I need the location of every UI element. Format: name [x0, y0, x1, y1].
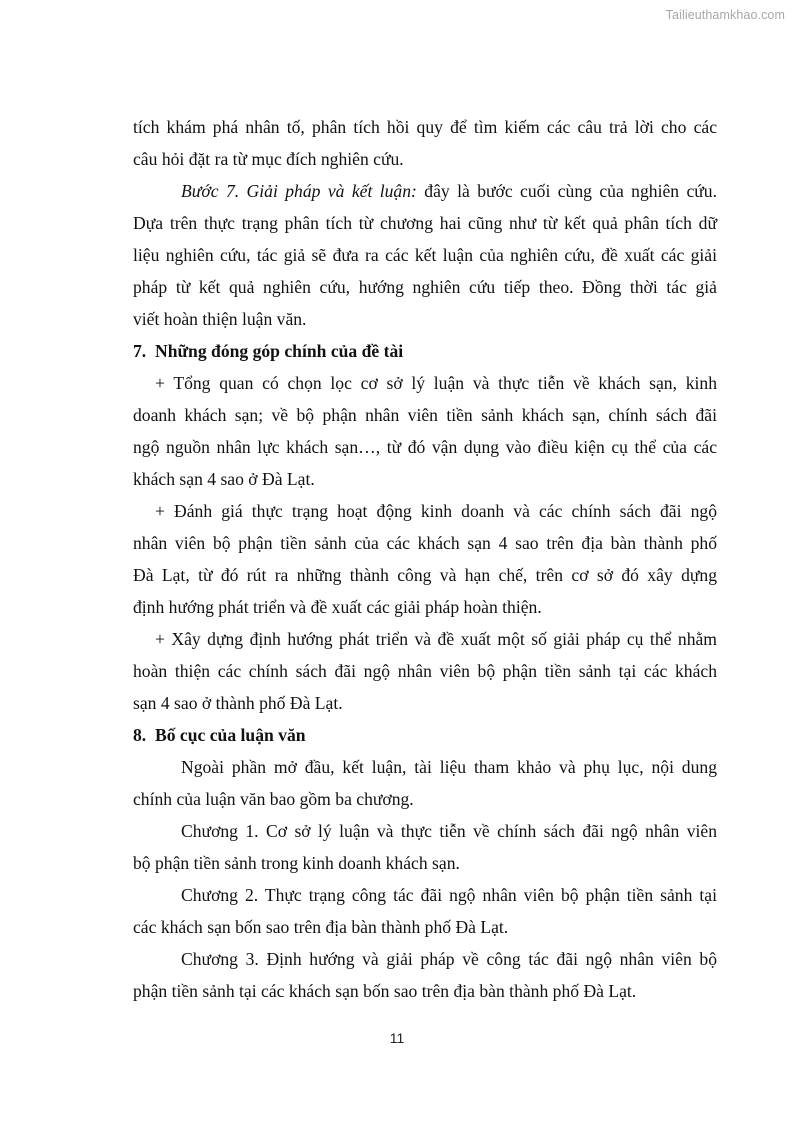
section-7-title: Những đóng góp chính của đề tài	[155, 341, 404, 361]
document-body	[133, 111, 717, 1007]
bullet-line: định hướng phát triển và đề xuất các giải pháp hoàn thiện.	[133, 597, 542, 617]
chapter-2-line: các khách sạn bốn sao trên địa bàn thành phố Đà Lạt.	[133, 917, 509, 937]
chapter-1-line: Chương 1. Cơ sở lý luận và thực tiễn về chính sách đãi ngộ nhân viên	[181, 821, 717, 841]
chapter-3-line: phận tiền sảnh tại các khách sạn bốn sao trên địa bàn thành phố Đà Lạt.	[133, 981, 637, 1001]
step7-first-line	[133, 175, 717, 207]
body-line: Ngoài phần mở đầu, kết luận, tài liệu tham khảo và phụ lục, nội dung	[181, 757, 717, 777]
body-line: câu hỏi đặt ra từ mục đích nghiên cứu.	[133, 149, 404, 169]
bullet-line: Đà Lạt, từ đó rút ra những thành công và hạn chế, trên cơ sở đó xây dựng	[133, 565, 717, 585]
watermark-text: Tailieuthamkhao.com	[665, 8, 785, 22]
bullet-line: hoàn thiện các chính sách đãi ngộ nhân viên bộ phận tiền sảnh tại các khách	[133, 661, 717, 681]
body-line: tích khám phá nhân tố, phân tích hồi quy để tìm kiếm các câu trả lời cho các	[133, 117, 717, 137]
step7-label: Bước 7. Giải pháp và kết luận:	[181, 181, 417, 201]
section-7-heading	[133, 335, 717, 367]
bullet-line: nhân viên bộ phận tiền sảnh của các khách sạn 4 sao trên địa bàn thành phố	[133, 533, 717, 553]
section-8-heading	[133, 719, 717, 751]
chapter-1-line: bộ phận tiền sảnh trong kinh doanh khách sạn.	[133, 853, 460, 873]
step7-first-line-rest: đây là bước cuối cùng của nghiên cứu.	[416, 181, 718, 201]
body-line: pháp từ kết quả nghiên cứu, hướng nghiên cứu tiếp theo. Đồng thời tác giả	[133, 277, 717, 297]
section-8-number: 8.	[133, 725, 147, 745]
page-number: 11	[389, 1030, 405, 1046]
body-line: viết hoàn thiện luận văn.	[133, 309, 307, 329]
section-7-number: 7.	[133, 341, 147, 361]
bullet-line: khách sạn 4 sao ở Đà Lạt.	[133, 469, 315, 489]
bullet-line: + Tổng quan có chọn lọc cơ sở lý luận và thực tiễn về khách sạn, kinh	[155, 373, 717, 393]
bullet-line: doanh khách sạn; về bộ phận nhân viên tiền sảnh khách sạn, chính sách đãi	[133, 405, 717, 425]
body-line: liệu nghiên cứu, tác giả sẽ đưa ra các kết luận của nghiên cứu, đề xuất các giải	[133, 245, 717, 265]
body-line: Dựa trên thực trạng phân tích từ chương hai cũng như từ kết quả phân tích dữ	[133, 213, 717, 233]
body-line: chính của luận văn bao gồm ba chương.	[133, 789, 414, 809]
bullet-line: sạn 4 sao ở thành phố Đà Lạt.	[133, 693, 343, 713]
bullet-line: + Đánh giá thực trạng hoạt động kinh doanh và các chính sách đãi ngộ	[155, 501, 717, 521]
section-8-title: Bố cục của luận văn	[155, 725, 306, 745]
bullet-line: + Xây dựng định hướng phát triển và đề xuất một số giải pháp cụ thể nhằm	[155, 629, 717, 649]
bullet-line: ngộ nguồn nhân lực khách sạn…, từ đó vận dụng vào điều kiện cụ thể của các	[133, 437, 717, 457]
chapter-3-line: Chương 3. Định hướng và giải pháp về công tác đãi ngộ nhân viên bộ	[181, 949, 717, 969]
chapter-2-line: Chương 2. Thực trạng công tác đãi ngộ nhân viên bộ phận tiền sảnh tại	[181, 885, 717, 905]
